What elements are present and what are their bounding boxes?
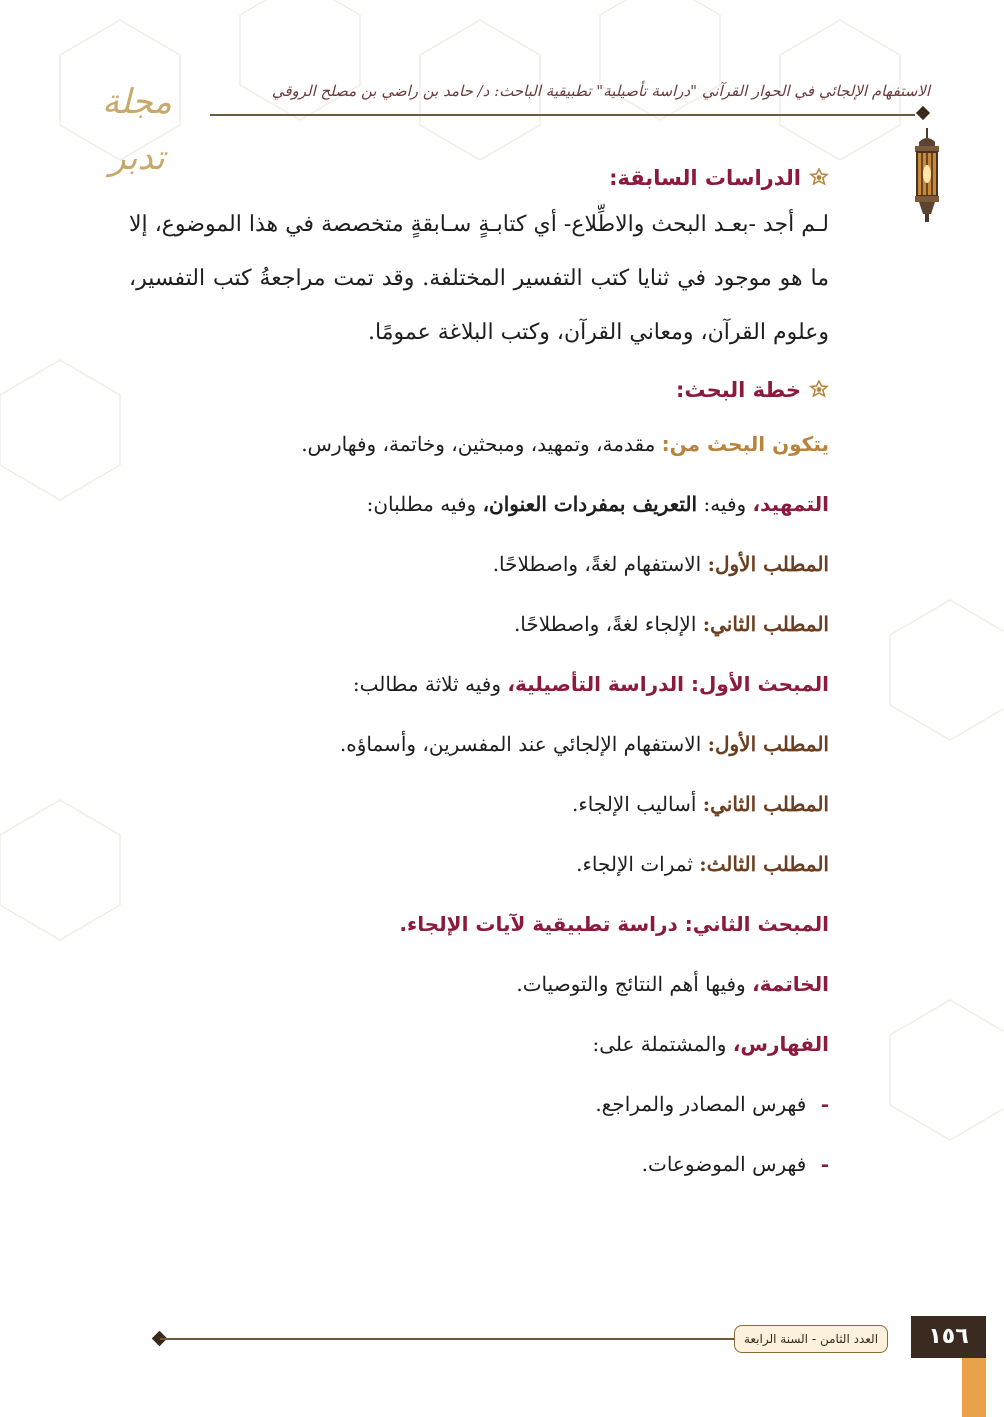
footer-divider [160,1338,735,1340]
previous-studies-paragraph: لـم أجد -بعـد البحث والاطِّلاع- أي كتابـةٍ سـابقةٍ متخصصة في هذا الموضوع، إلا ما هو موجود في ثنايا كتب التفسير المختلفة. وقد تمت مراجعةُ كتب التفسير، وعلوم القرآن، ومعاني القرآن، وكتب البلاغة عمومًا. [129,212,829,345]
plan-intro [129,414,829,474]
page-body [129,160,829,1194]
mabhath-1-label: المبحث الأول: الدراسة التأصيلية، [507,672,829,696]
dash-bullet: - [820,1152,829,1176]
plan-intro-label: يتكون البحث من: [661,432,829,456]
issue-badge: العدد الثامن - السنة الرابعة [734,1325,888,1353]
mabhath-1-line [129,654,829,714]
mabhath-1-matlab-2-text: أساليب الإلجاء. [572,792,697,816]
mabhath-1-matlab-2-label: المطلب الثاني: [702,792,829,816]
fahares-label: الفهارس، [732,1032,829,1056]
khatima-label: الخاتمة، [752,972,829,996]
fahares-line [129,1014,829,1074]
mabhath-1-matlab-1-text: الاستفهام الإلجائي عند المفسرين، وأسماؤه. [339,732,702,756]
tamheed-matlab-1 [129,534,829,594]
mabhath-1-matlab-3 [129,834,829,894]
tamheed-matlab-1-label: المطلب الأول: [707,552,829,576]
index-item [129,1134,829,1194]
mabhath-2-line [129,894,829,954]
mabhath-1-matlab-3-label: المطلب الثالث: [699,852,829,876]
mabhath-1-matlab-3-text: ثمرات الإلجاء. [576,852,693,876]
previous-studies-heading [129,166,829,190]
page-edge-tab [962,1358,986,1417]
tamheed-matlab-2-text: الإلجاء لغةً، واصطلاحًا. [513,612,697,636]
lantern-icon [905,128,949,224]
tamheed-line [129,474,829,534]
page-number: ١٥٦ [911,1316,986,1358]
mabhath-1-matlab-2 [129,774,829,834]
tamheed-mid: وفيه: [703,492,747,516]
tamheed-matlab-2-label: المطلب الثاني: [702,612,829,636]
mabhath-1-matlab-1-label: المطلب الأول: [707,732,829,756]
khatima-text: وفيها أهم النتائج والتوصيات. [516,972,746,996]
mabhath-2-label: المبحث الثاني: دراسة تطبيقية لآيات الإلجاء. [399,912,829,936]
tamheed-end: وفيه مطلبان: [366,492,477,516]
dash-bullet: - [820,1092,829,1116]
previous-studies-heading-text: الدراسات السابقة: [609,166,801,190]
research-plan-heading-text: خطة البحث: [675,378,801,402]
mabhath-1-matlab-1 [129,714,829,774]
mabhath-1-text: وفيه ثلاثة مطالب: [352,672,502,696]
khatima-line [129,954,829,1014]
header-divider [210,114,915,116]
index-item-text: فهرس الموضوعات. [641,1152,807,1176]
plan-intro-text: مقدمة، وتمهيد، ومبحثين، وخاتمة، وفهارس. [301,432,656,456]
tamheed-matlab-1-text: الاستفهام لغةً، واصطلاحًا. [492,552,702,576]
journal-logo: مجلة تدبر [102,82,172,178]
star-ornament-icon [809,380,829,400]
tamheed-label: التمهيد، [752,492,829,516]
star-ornament-icon [809,168,829,188]
index-item [129,1074,829,1134]
tamheed-matlab-2 [129,594,829,654]
research-plan-heading [129,378,829,402]
index-item-text: فهرس المصادر والمراجع. [595,1092,807,1116]
tamheed-bold: التعريف بمفردات العنوان، [482,492,698,516]
running-title: الاستفهام الإلجائي في الحوار القرآني "دراسة تأصيلية" تطبيقية الباحث: د/ حامد بن راضي بن مصلح الروقي [271,82,930,100]
fahares-text: والمشتملة على: [592,1032,727,1056]
